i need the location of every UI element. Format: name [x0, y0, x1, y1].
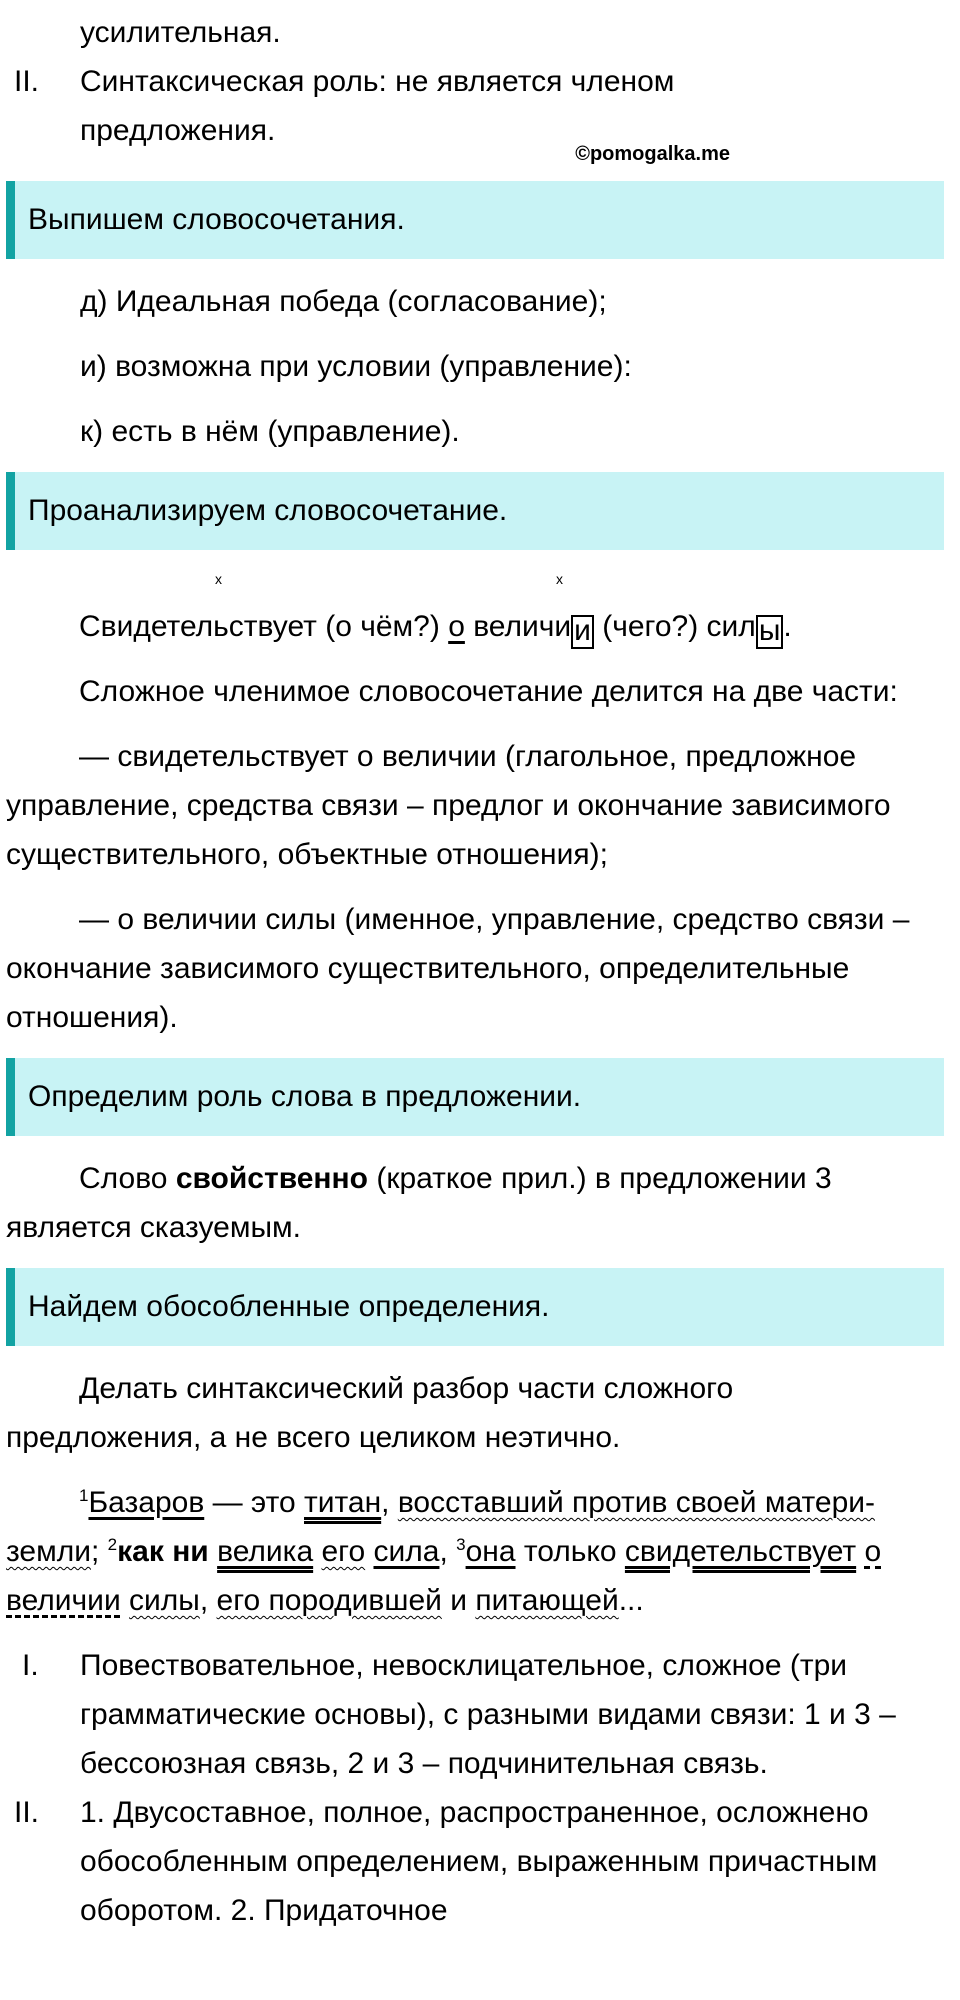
paragraph: — свидетельствует о величии (глагольное, предложное управление, средства связи – предлог и окончание зависимого существительного, объектные отношения);: [6, 740, 891, 871]
section-banner-phrases: Выпишем словосочетания.: [6, 181, 944, 259]
list-item: [0, 57, 960, 155]
text-fragment: [209, 1535, 217, 1568]
paragraph: Делать синтаксический разбор части сложного предложения, а не всего целиком неэтично.: [6, 1372, 734, 1454]
section-banner-isolated: Найдем обособленные определения.: [6, 1268, 944, 1346]
phrase-item: к) есть в нём (управление).: [80, 415, 460, 448]
continued-text: усилительная.: [80, 16, 281, 49]
clause-number: 1: [79, 1486, 89, 1505]
isolated-block: [0, 1346, 960, 1625]
clause-number: 2: [107, 1535, 118, 1554]
text-fragment: [121, 1584, 129, 1617]
predicate-word: титан: [304, 1486, 382, 1519]
x-mark: x: [556, 571, 563, 587]
text-fragment: ;: [91, 1535, 108, 1568]
subject-word: она: [465, 1535, 516, 1568]
phrase-scheme: [6, 602, 950, 651]
ending-box: ы: [756, 615, 784, 649]
watermark: ©pomogalka.me: [575, 143, 730, 165]
analysis-block: [0, 550, 960, 1042]
isolated-definition: питающей: [475, 1584, 619, 1617]
key-word: свойственно: [175, 1162, 368, 1195]
predicate-word: свидетельствует: [624, 1535, 857, 1568]
subject-word: Базаров: [88, 1486, 205, 1519]
analysis-list: [0, 1641, 960, 1935]
list-text: 1. Двусоставное, полное, распространенное, осложнено обособленным определением, выраженным причастным оборотом. 2. Придаточное: [80, 1796, 878, 1927]
x-mark: x: [215, 571, 222, 587]
list-number: II.: [14, 1796, 40, 1829]
list-number: II.: [14, 65, 40, 98]
attribute-word: его: [321, 1535, 366, 1568]
phrase-item: и) возможна при условии (управление):: [80, 350, 632, 383]
text-fragment: ,: [439, 1535, 457, 1568]
list-item: [0, 1788, 920, 1935]
list-text: Повествовательное, невосклицательное, сложное (три грамматические основы), с разными видами связи: 1 и 3 – бессоюзная связь, 2 и 3 – подчинительная связь.: [80, 1649, 896, 1780]
paragraph: [6, 1154, 920, 1252]
text-fragment: только: [515, 1535, 625, 1568]
ending-box: и: [571, 615, 594, 649]
list-item: [0, 1641, 920, 1788]
section-banner-analyze: Проанализируем словосочетание.: [6, 472, 944, 550]
text-fragment: — это: [204, 1486, 304, 1519]
preposition: о: [448, 610, 465, 643]
text-fragment: (чего?) сил: [593, 610, 756, 643]
phrase-list: [0, 259, 960, 456]
role-block: [0, 1136, 960, 1252]
list-text: Синтаксическая роль: не является членом предложения.: [80, 65, 675, 147]
section-banner-role: Определим роль слова в предложении.: [6, 1058, 944, 1136]
text-fragment: величи: [464, 610, 572, 643]
conjunction: как ни: [117, 1535, 209, 1568]
parsed-sentence: [6, 1478, 920, 1625]
text-fragment: (краткое прил.) в предложении 3 является сказуемым.: [6, 1162, 832, 1244]
text-fragment: ...: [618, 1584, 644, 1617]
text-fragment: Слово: [79, 1162, 176, 1195]
text-fragment: ,: [381, 1486, 398, 1519]
text-fragment: Свидетельствует (о чём?): [79, 610, 449, 643]
predicate-word: велика: [217, 1535, 314, 1568]
text-fragment: .: [783, 610, 792, 643]
paragraph: Сложное членимое словосочетание делится на две части:: [79, 675, 898, 708]
subject-word: сила: [373, 1535, 440, 1568]
isolated-definition: восставший против своей матери-земли: [6, 1486, 876, 1568]
content: [0, 8, 960, 1935]
object-word: о величии: [6, 1535, 882, 1617]
phrase-item: д) Идеальная победа (согласование);: [80, 285, 607, 318]
paragraph: — о величии силы (именное, управление, средство связи – окончание зависимого существительного, определительные отношения).: [6, 903, 910, 1034]
clause-number: 3: [456, 1535, 466, 1554]
text-fragment: ,: [199, 1584, 217, 1617]
list-number: I.: [22, 1649, 39, 1682]
text-fragment: и: [441, 1584, 476, 1617]
isolated-definition: его породившей: [216, 1584, 442, 1617]
attribute-word: силы: [129, 1584, 200, 1617]
